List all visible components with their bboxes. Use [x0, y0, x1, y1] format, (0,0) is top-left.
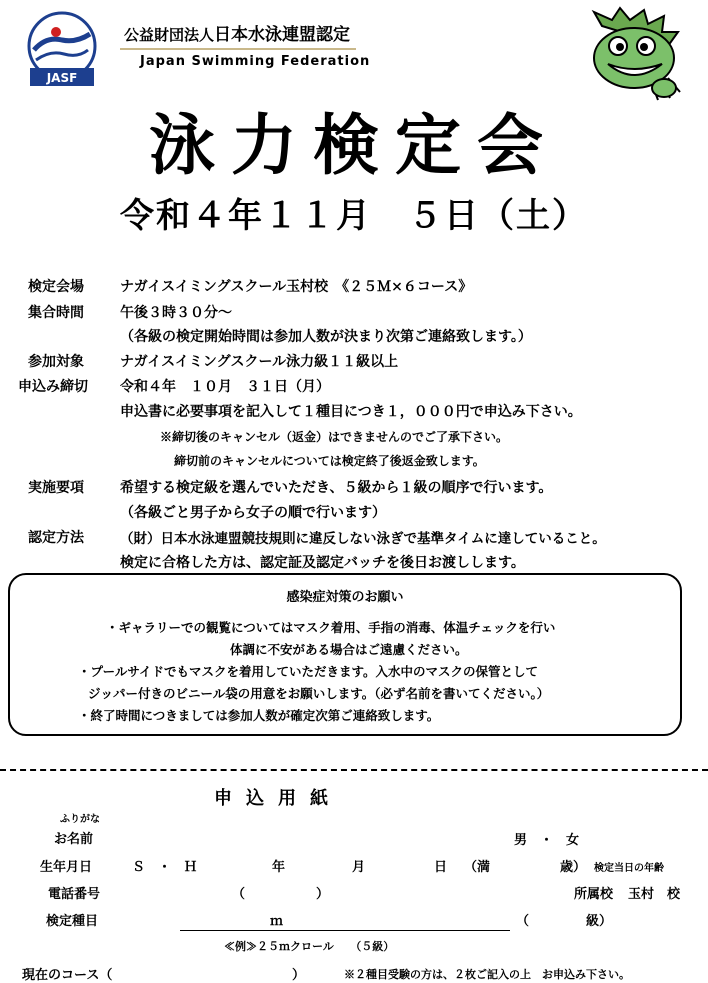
birth-day-label: 日	[434, 860, 448, 875]
name-label: お名前	[54, 832, 94, 847]
org-main: 日本水泳連盟認定	[214, 25, 351, 45]
form-title: 申込用紙	[214, 788, 342, 809]
value-procedure: 希望する検定級を選んでいただき、５級から１級の順序で行います。	[120, 480, 553, 496]
phone-paren-close: ）	[316, 887, 330, 902]
name-field[interactable]	[120, 826, 500, 846]
logo-text: JASF	[46, 71, 78, 85]
value-procedure-note: （各級ごと男子から女子の順で行います）	[120, 505, 386, 521]
value-deadline: 令和４年 １０月 ３１日（月）	[120, 379, 330, 395]
label-certification: 認定方法	[28, 530, 84, 546]
age-note: 検定当日の年齢	[594, 863, 664, 874]
course-label: 現在のコース（	[22, 968, 113, 983]
footnote: ※２種目受験の方は、２枚ご記入の上 お申込み下さい。	[344, 968, 630, 981]
notice-line-3: ・プールサイドでもマスクを着用していただきます。入水中のマスクの保管として	[78, 664, 539, 679]
example-note: ≪例≫２５ｍクロール （５級）	[224, 940, 395, 953]
birth-year-label: 年	[272, 860, 286, 875]
org-prefix: 公益財団法人	[124, 26, 215, 44]
label-deadline: 申込み締切	[18, 379, 88, 395]
meter-unit: ｍ	[270, 914, 284, 929]
school-value: 玉村 校	[628, 887, 681, 902]
jasf-swimmer-logo-icon	[16, 10, 108, 90]
org-divider	[120, 48, 356, 50]
furigana-label: ふりがな	[60, 814, 100, 825]
birth-month-label: 月	[352, 860, 366, 875]
phone-field[interactable]	[250, 881, 314, 901]
label-gather-time: 集合時間	[28, 305, 84, 321]
value-certification: （財）日本水泳連盟競技規則に違反しない泳ぎで基準タイムに達していること。	[120, 531, 606, 547]
birth-era[interactable]: Ｓ ・ Ｈ	[132, 860, 198, 875]
org-name	[124, 20, 350, 45]
notice-line-4: ジッパー付きのビニール袋の用意をお願いします。（必ず名前を書いてください。）	[88, 686, 550, 701]
phone-paren-open: （	[232, 887, 246, 902]
label-venue: 検定会場	[28, 279, 84, 295]
age-open: （満	[464, 860, 491, 875]
value-gather-note: （各級の検定開始時間は参加人数が決まり次第ご連絡致します。）	[120, 329, 532, 345]
type-field[interactable]	[180, 930, 510, 931]
birth-label: 生年月日	[40, 860, 93, 875]
notice-line-1: ・ギャラリーでの観覧についてはマスク着用、手指の消毒、体温チェックを行い	[106, 620, 556, 635]
green-lion-mascot-icon	[572, 6, 692, 106]
notice-title: 感染症対策のお願い	[286, 590, 404, 605]
notice-line-2: 体調に不安がある場合はご遠慮ください。	[230, 642, 468, 657]
grade-open: （	[516, 914, 530, 929]
type-label: 検定種目	[46, 914, 99, 929]
course-field[interactable]	[140, 962, 290, 980]
event-date: 令和４年１１月 ５日（土）	[120, 196, 588, 236]
label-procedure: 実施要項	[28, 480, 84, 496]
notice-line-5: ・終了時間につきましては参加人数が確定次第ご連絡致します。	[78, 708, 440, 723]
page-title: 泳力検定会	[149, 106, 559, 184]
org-english: Japan Swimming Federation	[140, 54, 371, 69]
value-eligibility: ナガイスイミングスクール泳力級１１級以上	[120, 354, 399, 370]
course-close: ）	[292, 968, 306, 983]
phone-label: 電話番号	[48, 887, 101, 902]
value-fee-note: 申込書に必要事項を記入して１種目につき１，０００円で申込み下さい。	[120, 404, 582, 420]
value-cancel-note-2: 締切前のキャンセルについては検定終了後返金致します。	[174, 454, 485, 468]
label-eligibility: 参加対象	[28, 354, 84, 370]
age-close: 歳）	[560, 860, 587, 875]
school-label: 所属校	[574, 887, 614, 902]
value-gather-time: 午後３時３０分～	[120, 305, 232, 321]
grade-close: 級）	[586, 914, 613, 929]
value-certification-note: 検定に合格した方は、認定証及認定バッチを後日お渡しします。	[120, 555, 525, 571]
value-venue: ナガイスイミングスクール玉村校 《２５Ｍ×６コース》	[120, 279, 473, 295]
value-cancel-note-1: ※締切後のキャンセル（返金）はできませんのでご了承下さい。	[160, 430, 509, 444]
gender-select[interactable]: 男 ・ 女	[514, 833, 580, 848]
cut-line	[0, 769, 708, 771]
